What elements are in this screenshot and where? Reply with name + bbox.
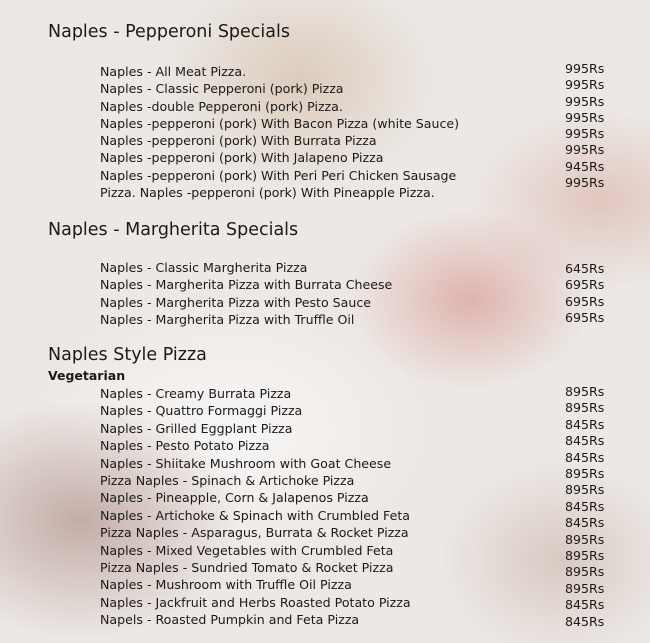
pepperoni-items	[100, 63, 459, 201]
menu-item-name: Naples - Mushroom with Truffle Oil Pizza	[100, 577, 352, 593]
section-title-naples-style: Naples Style Pizza	[48, 345, 207, 365]
menu-item-name: Naples - Pineapple, Corn & Jalapenos Pizza	[100, 490, 369, 506]
menu-item-name: Pizza Naples - Spinach & Artichoke Pizza	[100, 473, 355, 489]
menu-item-name: Pizza Naples - Sundried Tomato & Rocket Pizza	[100, 560, 394, 576]
menu-item-price: 645Rs	[565, 261, 605, 276]
menu-item-name: Naples -pepperoni (pork) With Peri Peri Chicken Sausage	[100, 167, 457, 183]
menu-item-price: 695Rs	[565, 277, 605, 293]
menu-item-name: Naples - Quattro Formaggi Pizza	[100, 403, 303, 419]
menu-item-name: Naples - Shiitake Mushroom with Goat Cheese	[100, 455, 392, 471]
menu-item-price: 845Rs	[565, 498, 605, 514]
menu-item-price: 895Rs	[565, 531, 605, 547]
menu-item-name: Naples - Grilled Eggplant Pizza	[100, 420, 293, 436]
margherita-prices	[565, 261, 604, 326]
section-title-pepperoni: Naples - Pepperoni Specials	[48, 22, 290, 42]
menu-item-price: 995Rs	[565, 175, 605, 191]
menu-item-name: Naples - Margherita Pizza with Truffle Oil	[100, 311, 355, 327]
menu-item-price: 845Rs	[565, 416, 605, 432]
menu-item-name: Naples -pepperoni (pork) With Bacon Pizza (white Sauce)	[100, 115, 460, 131]
menu-item-name: Naples - Pesto Potato Pizza	[100, 438, 270, 454]
menu-item-name: Naples -pepperoni (pork) With Jalapeno Pizza	[100, 150, 384, 166]
menu-item-price: 895Rs	[565, 400, 605, 416]
menu-item-price: 995Rs	[565, 109, 605, 125]
menu-item-price: 845Rs	[565, 613, 605, 629]
section-title-margherita: Naples - Margherita Specials	[48, 220, 299, 240]
menu-item-name: Naples -pepperoni (pork) With Burrata Pizza	[100, 133, 377, 149]
menu-item-name: Naples - All Meat Pizza.	[100, 64, 247, 79]
menu-item-name: Naples - Mixed Vegetables with Crumbled Feta	[100, 542, 394, 558]
menu-item-price: 895Rs	[565, 564, 605, 580]
menu-item-price: 845Rs	[565, 515, 605, 531]
section-subtitle-vegetarian: Vegetarian	[48, 368, 126, 383]
menu-item-name: Naples - Jackfruit and Herbs Roasted Potato Pizza	[100, 594, 411, 610]
naples-style-prices	[565, 384, 604, 630]
menu-item-price: 895Rs	[565, 580, 605, 596]
menu-item-price: 945Rs	[565, 158, 605, 174]
menu-item-price: 995Rs	[565, 93, 605, 109]
menu-item-price: 895Rs	[565, 548, 605, 564]
menu-item-price: 695Rs	[565, 309, 605, 325]
menu-item-name: Naples -double Pepperoni (pork) Pizza.	[100, 98, 343, 114]
menu-item-price: 995Rs	[565, 77, 605, 93]
menu-item-name: Naples - Margherita Pizza with Burrata Cheese	[100, 277, 393, 293]
menu-item-price: 845Rs	[565, 433, 605, 449]
menu-item-price: 845Rs	[565, 449, 605, 465]
menu-item-price: 995Rs	[565, 126, 605, 142]
menu-item-price: 845Rs	[565, 597, 605, 613]
menu-item-name: Pizza Naples - Asparagus, Burrata & Rocket Pizza	[100, 525, 409, 541]
menu-item-name: Naples - Artichoke & Spinach with Crumbled Feta	[100, 507, 410, 523]
menu-item-price: 895Rs	[565, 466, 605, 482]
menu-item-name: Pizza. Naples -pepperoni (pork) With Pineapple Pizza.	[100, 185, 435, 201]
menu-item-name: Napels - Roasted Pumpkin and Feta Pizza	[100, 612, 360, 628]
menu-item-price: 695Rs	[565, 293, 605, 309]
menu-item-name: Naples - Margherita Pizza with Pesto Sauce	[100, 294, 372, 310]
menu-item-price: 895Rs	[565, 384, 605, 399]
menu-item-name: Naples - Classic Pepperoni (pork) Pizza	[100, 81, 344, 97]
menu-item-price: 895Rs	[565, 482, 605, 498]
pepperoni-prices	[565, 61, 604, 191]
naples-style-items	[100, 385, 411, 629]
menu-item-name: Naples - Classic Margherita Pizza	[100, 260, 308, 275]
menu-item-name: Naples - Creamy Burrata Pizza	[100, 386, 292, 401]
menu-item-price: 995Rs	[565, 142, 605, 158]
menu-item-price: 995Rs	[565, 61, 605, 76]
margherita-items	[100, 259, 392, 328]
